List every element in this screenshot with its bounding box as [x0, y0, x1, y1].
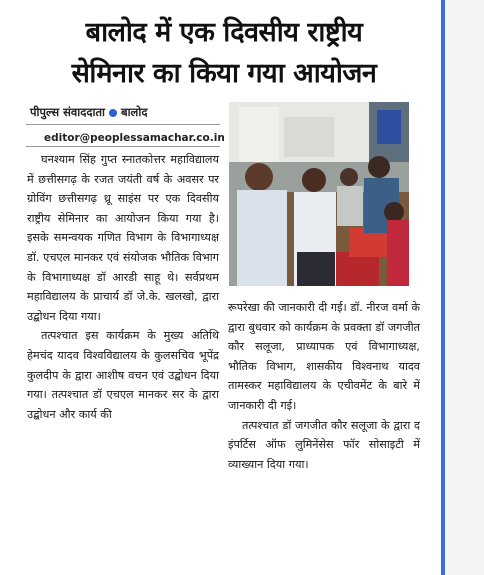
paragraph-2: तत्पश्चात इस कार्यक्रम के मुख्य अतिथि हेमचंद यादव विश्वविद्यालय के कुलसचिव भूपेंद्र कुलदीप के द्वारा आशीष वचन एवं उद्बोधन दिया गया। तत्पश्चात डॉ एचएल मानकर सर के द्वारा उद्बोधन और कार्य की: [27, 329, 219, 421]
email-link[interactable]: editor@peoplessamachar.co.in: [44, 132, 225, 144]
headline-line-1: बालोद में एक दिवसीय राष्ट्रीय: [85, 17, 363, 48]
paragraph-3: रूपरेखा की जानकारी दी गई। डॉ. नीरज वर्मा के द्वारा बुधवार को कार्यक्रम के प्रवक्ता डॉ जगजीत कौर सलूजा, प्राध्यापक एवं विभागाध्यक्ष, भौतिक विभाग, शासकीय विश्वनाथ यादव तामस्कर महाविद्यालय के एचीवमेंट के बारे में जानकारी दी गई।: [228, 301, 420, 412]
bullet-dot-icon: [109, 109, 117, 117]
article-column-1: [27, 150, 219, 424]
byline-divider: [26, 124, 220, 125]
headline: [22, 12, 426, 94]
byline-place: बालोद: [121, 105, 148, 119]
headline-line-2: सेमिनार का किया गया आयोजन: [71, 58, 377, 89]
event-photo: [229, 102, 409, 286]
paragraph-1: घनश्याम सिंह गुप्त स्नातकोत्तर महाविद्यालय में छत्तीसगढ़ के रजत जयंती वर्ष के अवसर पर ग्रोविंग छत्तीसगढ़ थ्रू साइंस पर एक दिवसीय राष्ट्रीय सेमिनार का आयोजन किया गया है। इसके समन्वयक गणित विभाग के विभागाध्यक्ष डॉ. एचएल मानकर एवं संयोजक भौतिक विभाग के विभागाध्यक्ष डॉ आरडी साहू थे। सर्वप्रथम महाविद्यालय के प्राचार्य डॉ जे.के. खलखो, द्वारा उद्बोधन दिया गया।: [27, 153, 219, 323]
paragraph-4: तत्पश्चात डॉ जगजीत कौर सलूजा के द्वारा द इंपर्टिस ऑफ लुमिनेंसेस फॉर सोसाइटी में व्याख्यान दिया गया।: [228, 418, 420, 471]
article-column-2: [228, 298, 420, 474]
byline: [30, 105, 147, 120]
page-margin: [445, 0, 484, 575]
email-divider: [26, 146, 220, 147]
byline-reporter: पीपुल्स संवाददाता: [30, 105, 106, 119]
